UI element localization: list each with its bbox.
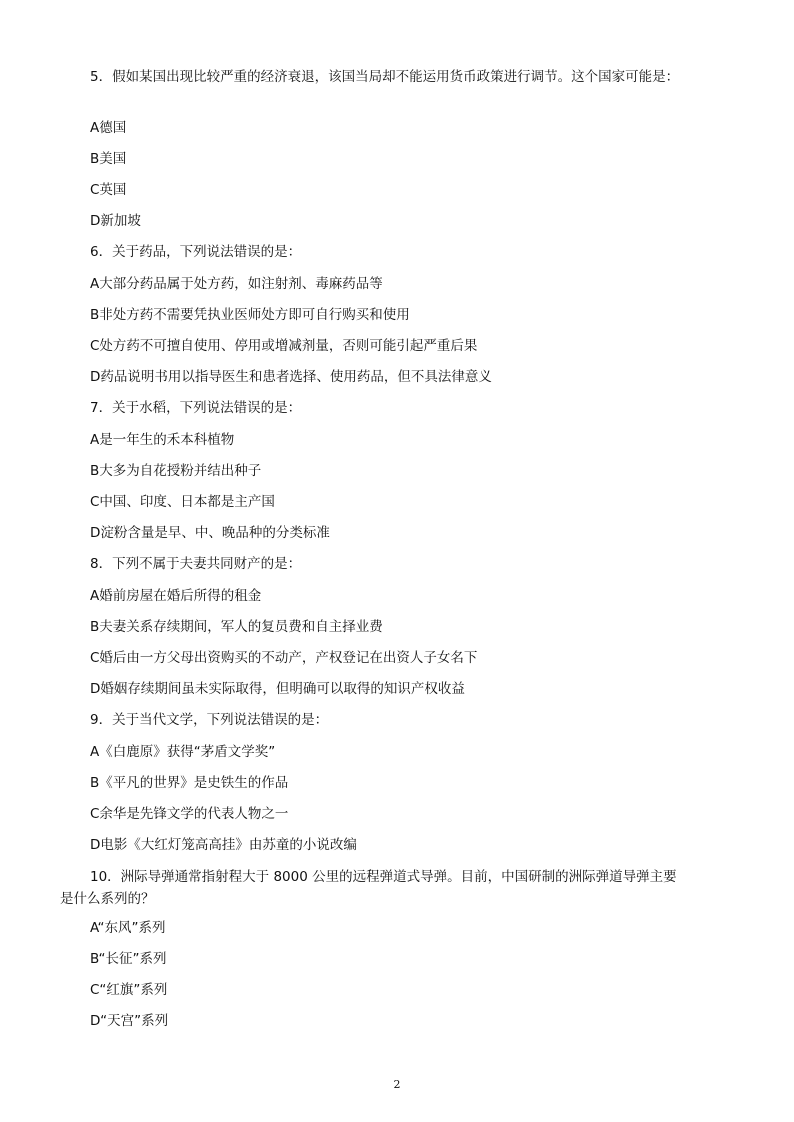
answer-option: C余华是先锋文学的代表人物之一 xyxy=(90,806,289,822)
question-stem: 5．假如某国出现比较严重的经济衰退，该国当局却不能运用货币政策进行调节。这个国家可能是： xyxy=(90,69,680,85)
answer-option: B美国 xyxy=(90,151,127,167)
answer-option: D药品说明书用以指导医生和患者选择、使用药品，但不具法律意义 xyxy=(90,369,492,385)
question-stem: 8．下列不属于夫妻共同财产的是： xyxy=(90,556,302,572)
question-stem: 7．关于水稻，下列说法错误的是： xyxy=(90,400,302,416)
answer-option: A《白鹿原》获得“茅盾文学奖” xyxy=(90,744,276,760)
question-stem: 9．关于当代文学，下列说法错误的是： xyxy=(90,712,329,728)
question-stem: 6．关于药品，下列说法错误的是： xyxy=(90,244,302,260)
answer-option: A是一年生的禾本科植物 xyxy=(90,432,235,448)
answer-option: C“红旗”系列 xyxy=(90,982,168,998)
answer-option: D“天宫”系列 xyxy=(90,1013,169,1029)
answer-option: A大部分药品属于处方药，如注射剂、毒麻药品等 xyxy=(90,276,383,292)
answer-option: C中国、印度、日本都是主产国 xyxy=(90,494,275,510)
question-stem: 10．洲际导弹通常指射程大于 8000 公里的远程弹道式导弹。目前，中国研制的洲际弹道导弹主要是什么系列的？ xyxy=(60,869,677,907)
answer-option: D婚姻存续期间虽未实际取得，但明确可以取得的知识产权收益 xyxy=(90,681,465,697)
answer-option: A德国 xyxy=(90,120,127,136)
answer-option: B夫妻关系存续期间，军人的复员费和自主择业费 xyxy=(90,619,383,635)
answer-option: A“东风”系列 xyxy=(90,920,166,936)
answer-option: B“长征”系列 xyxy=(90,951,167,967)
answer-option: A婚前房屋在婚后所得的租金 xyxy=(90,588,262,604)
answer-option: D电影《大红灯笼高高挂》由苏童的小说改编 xyxy=(90,837,357,853)
answer-option: B《平凡的世界》是史铁生的作品 xyxy=(90,775,289,791)
answer-option: C处方药不可擅自使用、停用或增减剂量，否则可能引起严重后果 xyxy=(90,338,478,354)
answer-option: C英国 xyxy=(90,182,127,198)
answer-option: D淀粉含量是早、中、晚品种的分类标准 xyxy=(90,525,330,541)
answer-option: C婚后由一方父母出资购买的不动产，产权登记在出资人子女名下 xyxy=(90,650,478,666)
page-number: 2 xyxy=(393,1078,401,1091)
answer-option: B大多为自花授粉并结出种子 xyxy=(90,463,262,479)
answer-option: B非处方药不需要凭执业医师处方即可自行购买和使用 xyxy=(90,307,410,323)
answer-option: D新加坡 xyxy=(90,213,141,229)
